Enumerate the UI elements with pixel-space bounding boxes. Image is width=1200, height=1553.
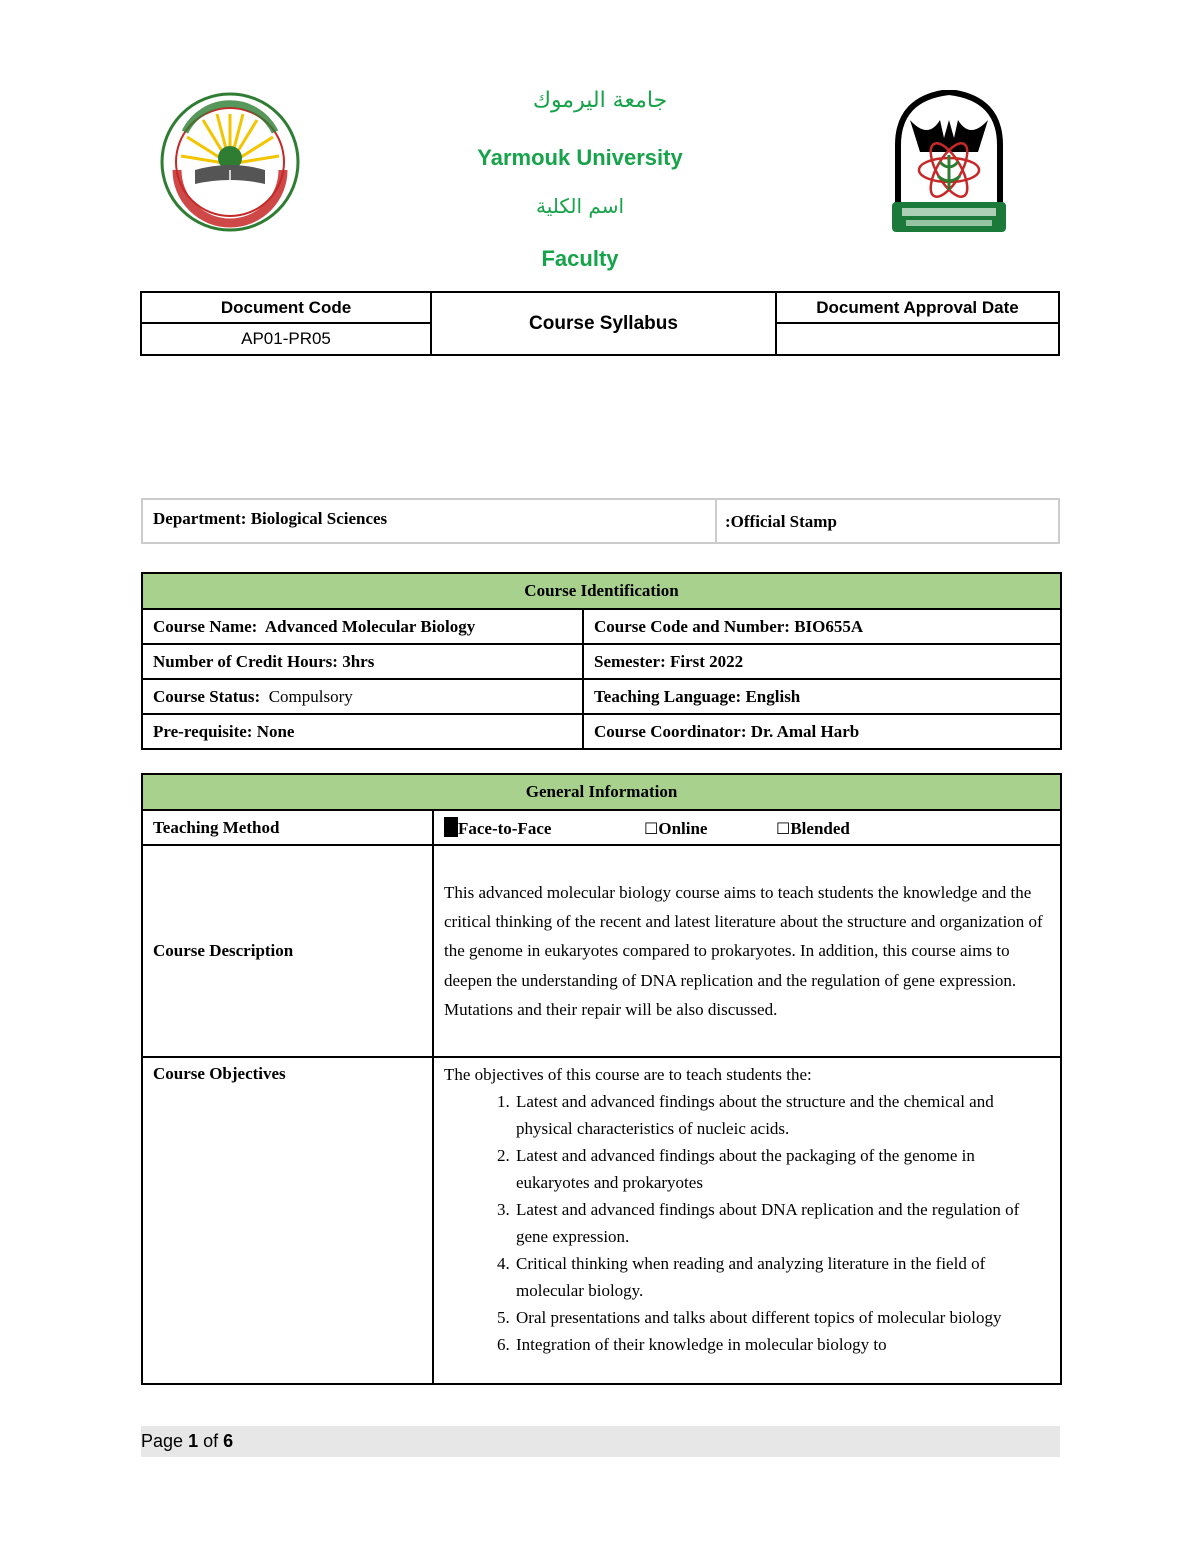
university-name-english: Yarmouk University: [477, 145, 683, 170]
method-label: Face-to-Face: [458, 818, 552, 838]
objective-item: 5. Oral presentations and talks about different topics of molecular biology: [514, 1304, 1050, 1331]
general-information-table: [141, 773, 1062, 1385]
course-name-value: Advanced Molecular Biology: [264, 616, 476, 636]
document-code-value: AP01-PR05: [142, 324, 432, 354]
document-code-label: Document Code: [142, 293, 432, 324]
course-objectives-cell: [433, 1057, 1061, 1384]
page-total: 6: [223, 1431, 234, 1451]
document-title: Course Syllabus: [432, 293, 777, 354]
page-current: 1: [188, 1431, 199, 1451]
course-identification-heading: Course Identification: [142, 573, 1061, 609]
semester: Semester: First 2022: [583, 644, 1061, 679]
course-identification-table: [141, 572, 1062, 750]
method-blended[interactable]: [776, 819, 850, 839]
faculty-name-english: Faculty: [541, 246, 619, 271]
general-information-heading: General Information: [142, 774, 1061, 810]
method-face-to-face[interactable]: [444, 817, 644, 839]
objective-item: 1. Latest and advanced findings about the structure and the chemical and physical characteristics of nucleic acids.: [514, 1088, 1050, 1142]
method-label: Online: [658, 818, 708, 838]
credit-hours: Number of Credit Hours: 3hrs: [142, 644, 583, 679]
course-name-cell: [142, 609, 583, 644]
approval-date-value: [777, 324, 1058, 354]
department-label: Department: Biological Sciences: [153, 509, 388, 528]
course-description-text: This advanced molecular biology course aims to teach students the knowledge and the critical thinking of the recent and latest literature about the structure and organization of the genome in eukaryotes compared to prokaryotes. In addition, this course aims to deepen the understanding of DNA replication and the regulation of gene expression. Mutations and their repair will be also discussed.: [433, 845, 1061, 1057]
course-description-label: Course Description: [142, 845, 433, 1057]
official-stamp-label: :Official Stamp: [725, 512, 837, 531]
teaching-language: Teaching Language: English: [583, 679, 1061, 714]
prerequisite: Pre-requisite: None: [142, 714, 583, 749]
objective-item: 3. Latest and advanced findings about DNA replication and the regulation of gene expression.: [514, 1196, 1050, 1250]
faculty-name-arabic: اسم الكلية: [535, 194, 625, 218]
university-name-arabic: جامعة اليرموك: [532, 88, 668, 113]
objectives-intro: The objectives of this course are to teach students the:: [444, 1065, 812, 1084]
yarmouk-university-logo: [888, 90, 1010, 235]
approval-date-label: Document Approval Date: [777, 293, 1058, 324]
method-online[interactable]: [644, 819, 776, 839]
objective-item: 2. Latest and advanced findings about the packaging of the genome in eukaryotes and prokaryotes: [514, 1142, 1050, 1196]
accreditation-center-logo: [155, 92, 305, 232]
checkbox-empty-icon: ☐: [776, 818, 791, 838]
objective-item: 6. Integration of their knowledge in molecular biology to: [514, 1331, 1050, 1358]
objectives-list: [444, 1088, 1050, 1358]
course-code: Course Code and Number: BIO655A: [583, 609, 1061, 644]
department-table: [141, 498, 1060, 544]
page-footer: [141, 1426, 1060, 1457]
document-info-table: [140, 291, 1060, 356]
page-number: [141, 1431, 233, 1452]
course-status-label: Course Status:: [153, 686, 261, 706]
course-status-cell: [142, 679, 583, 714]
of-word: of: [203, 1431, 219, 1451]
page-word: Page: [141, 1431, 184, 1451]
method-label: Blended: [790, 818, 850, 838]
course-coordinator: Course Coordinator: Dr. Amal Harb: [583, 714, 1061, 749]
teaching-method-options: [433, 810, 1061, 845]
course-status-value: Compulsory: [268, 686, 353, 706]
course-name-label: Course Name:: [153, 616, 258, 636]
checkbox-empty-icon: ☐: [644, 818, 659, 838]
teaching-method-label: Teaching Method: [142, 810, 433, 845]
checkbox-checked-icon: [444, 817, 458, 837]
objective-item: 4. Critical thinking when reading and analyzing literature in the field of molecular biology.: [514, 1250, 1050, 1304]
course-objectives-label: Course Objectives: [142, 1057, 433, 1384]
